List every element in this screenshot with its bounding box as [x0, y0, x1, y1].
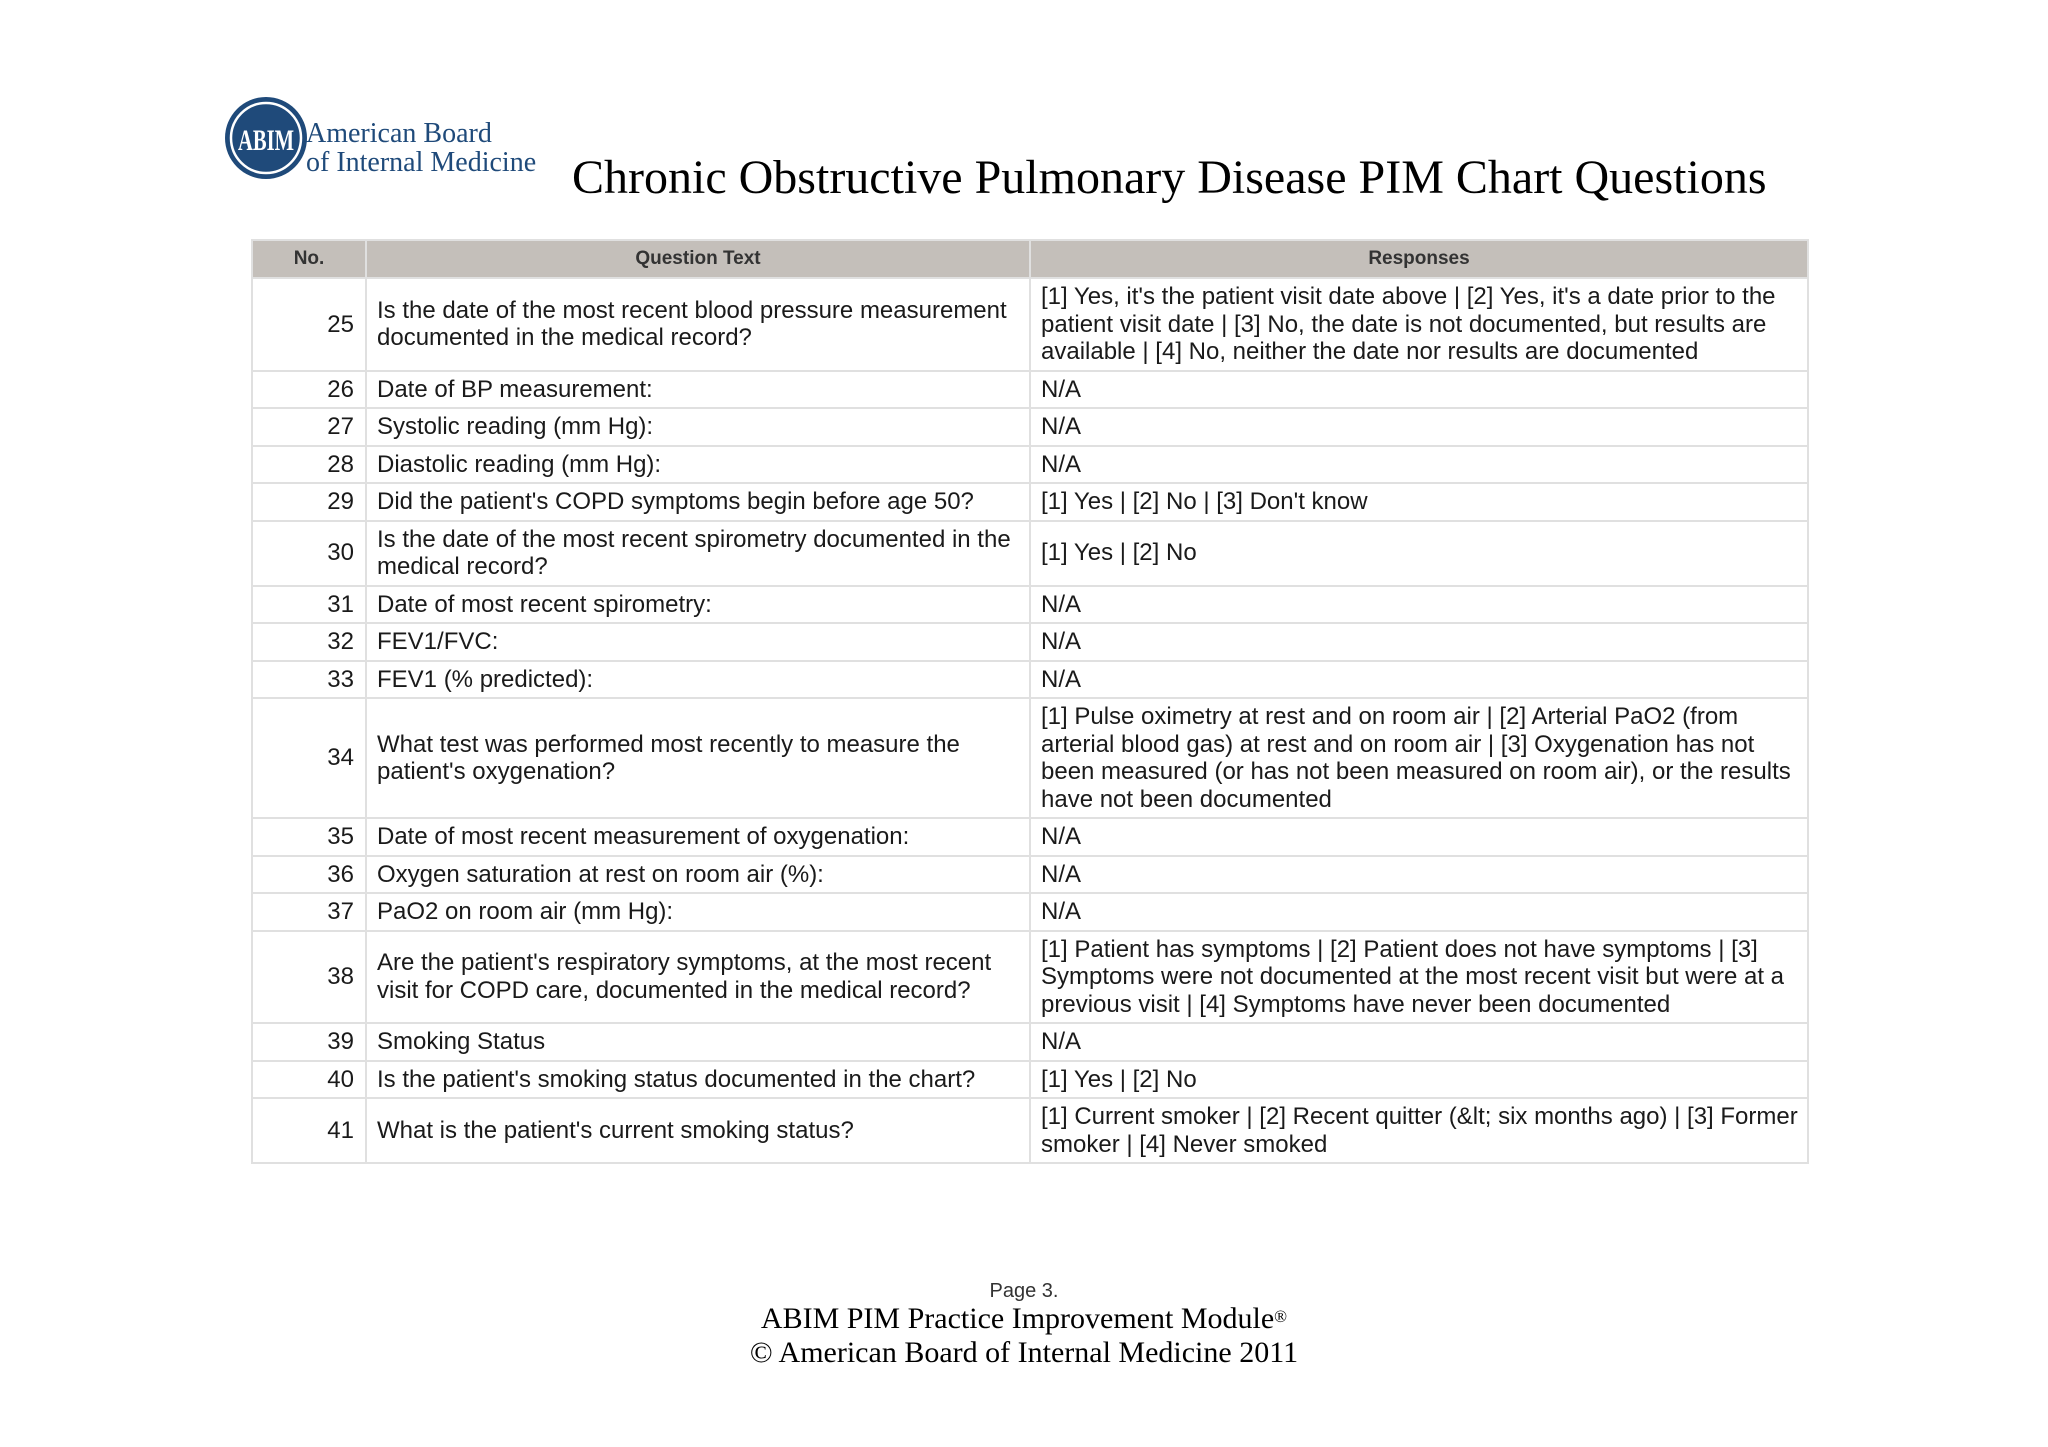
response-options: N/A: [1030, 856, 1808, 894]
question-text: What is the patient's current smoking status?: [366, 1098, 1030, 1163]
question-number: 38: [252, 931, 366, 1024]
page-number: Page 3.: [989, 1280, 1059, 1302]
table-row: [252, 1098, 1808, 1163]
response-options: [1] Current smoker | [2] Recent quitter (&lt; six months ago) | [3] Former smoker | [4] Never smoked: [1030, 1098, 1808, 1163]
question-text: FEV1/FVC:: [366, 623, 1030, 661]
module-name: [0, 1302, 2048, 1336]
question-number: 33: [252, 661, 366, 699]
question-text: FEV1 (% predicted):: [366, 661, 1030, 699]
registered-mark: ®: [1274, 1307, 1288, 1326]
table-row: [252, 1023, 1808, 1061]
response-options: N/A: [1030, 893, 1808, 931]
table-row: [252, 278, 1808, 371]
table-row: [252, 623, 1808, 661]
abim-logo: [223, 95, 563, 185]
table-row: [252, 521, 1808, 586]
question-number: 29: [252, 483, 366, 521]
response-options: N/A: [1030, 371, 1808, 409]
response-options: [1] Pulse oximetry at rest and on room air | [2] Arterial PaO2 (from arterial blood gas) at rest and on room air | [3] Oxygenation has not been measured (or has not been measured on room air), or the results have not been documented: [1030, 698, 1808, 818]
question-number: 34: [252, 698, 366, 818]
org-line-1: American Board: [306, 118, 492, 149]
page-title: Chronic Obstructive Pulmonary Disease PIM Chart Questions: [572, 151, 1767, 204]
table-header-row: [252, 240, 1808, 278]
question-text: PaO2 on room air (mm Hg):: [366, 893, 1030, 931]
question-text: Did the patient's COPD symptoms begin before age 50?: [366, 483, 1030, 521]
question-number: 37: [252, 893, 366, 931]
question-text: Systolic reading (mm Hg):: [366, 408, 1030, 446]
column-header-question: Question Text: [366, 240, 1030, 278]
response-options: [1] Yes, it's the patient visit date above | [2] Yes, it's a date prior to the patient visit date | [3] No, the date is not documented, but results are available | [4] No, neither the date nor results are documented: [1030, 278, 1808, 371]
table-row: [252, 698, 1808, 818]
table-row: [252, 818, 1808, 856]
response-options: N/A: [1030, 446, 1808, 484]
response-options: [1] Yes | [2] No: [1030, 521, 1808, 586]
question-number: 28: [252, 446, 366, 484]
module-name-text: ABIM PIM Practice Improvement Module: [760, 1302, 1275, 1335]
question-number: 26: [252, 371, 366, 409]
response-options: N/A: [1030, 623, 1808, 661]
response-options: N/A: [1030, 818, 1808, 856]
response-options: N/A: [1030, 1023, 1808, 1061]
question-number: 30: [252, 521, 366, 586]
question-text: What test was performed most recently to measure the patient's oxygenation?: [366, 698, 1030, 818]
table-row: [252, 893, 1808, 931]
response-options: [1] Patient has symptoms | [2] Patient does not have symptoms | [3] Symptoms were not documented at the most recent visit but were at a previous visit | [4] Symptoms have never been documented: [1030, 931, 1808, 1024]
response-options: N/A: [1030, 408, 1808, 446]
questions-table: [251, 239, 1809, 1164]
table-row: [252, 371, 1808, 409]
table-row: [252, 586, 1808, 624]
logo-monogram: ABIM: [238, 124, 294, 157]
response-options: N/A: [1030, 661, 1808, 699]
question-text: Smoking Status: [366, 1023, 1030, 1061]
response-options: N/A: [1030, 586, 1808, 624]
org-line-2: of Internal Medicine: [306, 147, 537, 178]
table-row: [252, 931, 1808, 1024]
table-row: [252, 483, 1808, 521]
question-text: Date of most recent measurement of oxygenation:: [366, 818, 1030, 856]
question-number: 25: [252, 278, 366, 371]
table-row: [252, 856, 1808, 894]
question-number: 35: [252, 818, 366, 856]
table-row: [252, 661, 1808, 699]
organization-name: [306, 119, 536, 177]
question-number: 32: [252, 623, 366, 661]
table-row: [252, 446, 1808, 484]
column-header-responses: Responses: [1030, 240, 1808, 278]
abim-seal-icon: [223, 95, 309, 181]
question-number: 40: [252, 1061, 366, 1099]
question-number: 31: [252, 586, 366, 624]
column-header-no: No.: [252, 240, 366, 278]
question-number: 27: [252, 408, 366, 446]
question-text: Diastolic reading (mm Hg):: [366, 446, 1030, 484]
question-text: Is the patient's smoking status documented in the chart?: [366, 1061, 1030, 1099]
question-text: Date of BP measurement:: [366, 371, 1030, 409]
table-row: [252, 408, 1808, 446]
question-number: 36: [252, 856, 366, 894]
question-text: Is the date of the most recent blood pressure measurement documented in the medical record?: [366, 278, 1030, 371]
response-options: [1] Yes | [2] No | [3] Don't know: [1030, 483, 1808, 521]
question-text: Date of most recent spirometry:: [366, 586, 1030, 624]
question-number: 39: [252, 1023, 366, 1061]
response-options: [1] Yes | [2] No: [1030, 1061, 1808, 1099]
copyright-notice: © American Board of Internal Medicine 2011: [749, 1336, 1299, 1369]
question-text: Is the date of the most recent spirometry documented in the medical record?: [366, 521, 1030, 586]
question-number: 41: [252, 1098, 366, 1163]
question-text: Oxygen saturation at rest on room air (%):: [366, 856, 1030, 894]
question-text: Are the patient's respiratory symptoms, at the most recent visit for COPD care, documented in the medical record?: [366, 931, 1030, 1024]
table-row: [252, 1061, 1808, 1099]
